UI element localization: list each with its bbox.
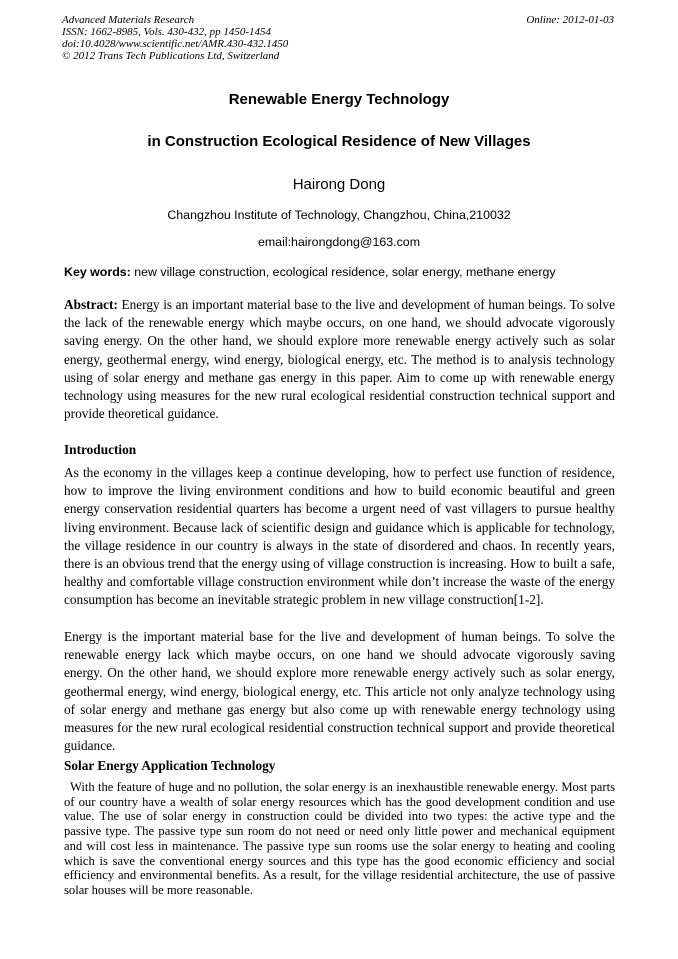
solar-paragraph-1: With the feature of huge and no pollution, the solar energy is an inexhaustible renewable energy. Most parts of our country have a wealth of solar energy resources which has the good development condition and use value. The use of solar energy in construction could be divided into two types: the active type and the passive type. The passive type sun room do not need or need only little power and mechanical equipment and will cost less in maintenance. The passive type sun rooms use the solar energy to heating and cooling which is save the conventional energy sources and this type has the good economic efficiency and social efficiency and environmental benefits. As a result, for the village residential architecture, the use of passive solar houses will be more reasonable. bbox=[64, 780, 615, 897]
abstract bbox=[64, 296, 615, 423]
running-header bbox=[62, 14, 614, 62]
issn-line: ISSN: 1662-8985, Vols. 430-432, pp 1450-1454 bbox=[62, 26, 271, 38]
keywords bbox=[64, 264, 616, 280]
introduction-heading: Introduction bbox=[64, 442, 137, 457]
journal-name: Advanced Materials Research bbox=[62, 14, 195, 26]
paper-title-line1: Renewable Energy Technology bbox=[228, 91, 450, 108]
paper-title-line2: in Construction Ecological Residence of New Villages bbox=[147, 133, 531, 150]
keywords-text: new village construction, ecological residence, solar energy, methane energy bbox=[134, 265, 556, 279]
introduction-paragraph-1: As the economy in the villages keep a continue developing, how to perfect use function of residence, how to improve the living environment conditions and how to build economic beautiful and green energy conservation residential quarters has become a urgent need of vast villagers to pursue healthy living environment. Because lack of scientific design and guidance which is applicable for technology, the village residence in our country is always in the state of disordered and chaos. In recently years, there is an obvious trend that the energy using of village construction is increasing. How to built a safe, healthy and comfortable village construction environment while don’t increase the waste of the energy consumption has become an inevitable strategic problem in new village construction[1-2]. bbox=[64, 465, 615, 608]
abstract-text: Energy is an important material base to the live and development of human beings. To solve the lack of the renewable energy which maybe occurs, on one hand, we should advocate vigorously saving energy. On the other hand, we should explore more renewable energy actively such as solar energy, geothermal energy, wind energy, biological energy, etc. The method is to analysis technology using of solar energy and methane gas energy in this paper. Aim to come up with renewable energy technology using measures for the new rural ecological residential construction technical support and provide theoretical guidance. bbox=[64, 297, 615, 422]
keywords-label: Key words: bbox=[64, 265, 131, 279]
copyright-line: © 2012 Trans Tech Publications Ltd, Switzerland bbox=[62, 50, 280, 62]
abstract-label: Abstract: bbox=[64, 297, 118, 312]
email: email:hairongdong@163.com bbox=[257, 235, 421, 249]
solar-heading: Solar Energy Application Technology bbox=[64, 758, 276, 773]
author-name: Hairong Dong bbox=[292, 176, 386, 193]
online-date: Online: 2012-01-03 bbox=[526, 14, 614, 26]
introduction-paragraph-2: Energy is the important material base for the live and development of human beings. To solve the renewable energy lack which maybe occurs, on one hand we should advocate vigorously saving energy. On the other hand, we should explore more renewable energy actively such as solar energy, geothermal energy, wind energy, biological energy, etc. This article not only analyze technology using of solar energy and methane gas energy but also come up with renewable energy technology using measures for the new rural ecological residential construction technical support and provide theoretical guidance. bbox=[64, 629, 615, 754]
affiliation: Changzhou Institute of Technology, Changzhou, China,210032 bbox=[167, 208, 511, 222]
doi-line: doi:10.4028/www.scientific.net/AMR.430-432.1450 bbox=[62, 38, 289, 50]
